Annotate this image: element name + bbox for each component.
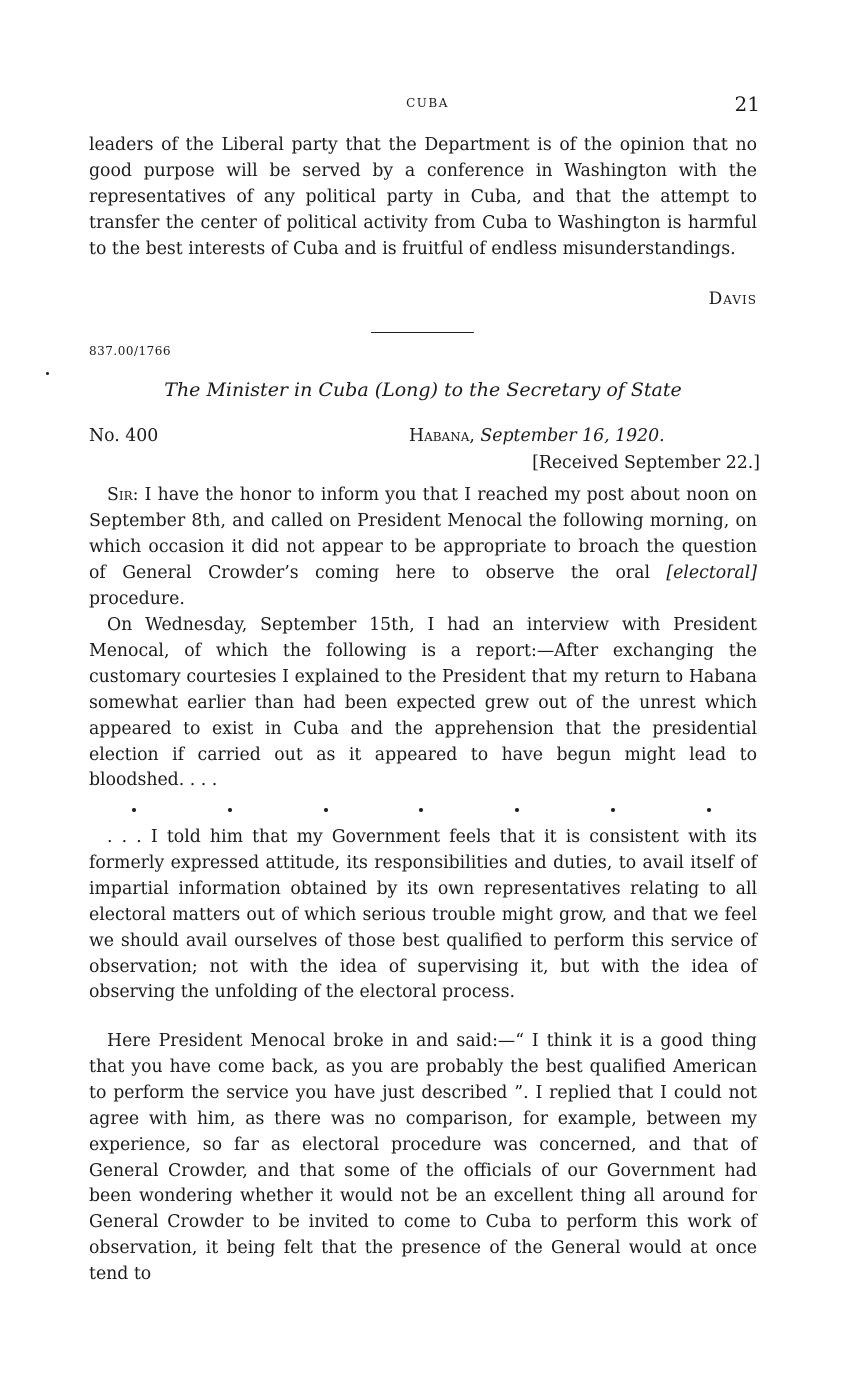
dateline-date: September 16, 1920. <box>480 426 665 446</box>
page-number: 21 <box>734 92 760 116</box>
dateline <box>409 426 665 446</box>
document-heading: The Minister in Cuba (Long) to the Secretary of State <box>164 379 682 401</box>
stray-mark <box>46 372 49 375</box>
received-note: [Received September 22.] <box>532 453 760 473</box>
ellipsis-dot <box>611 808 615 812</box>
file-number: 837.00/1766 <box>89 344 172 358</box>
document-number: No. 400 <box>89 426 159 446</box>
salutation: Sir: <box>107 485 139 505</box>
ellipsis-dot <box>324 808 328 812</box>
ellipsis-dot <box>707 808 711 812</box>
section-divider <box>371 332 474 333</box>
paragraph-2: On Wednesday, September 15th, I had an interview with President Menocal, of which the following is a report:—After exchanging the customary courtesies I explained to the President that my return to Habana somewhat earlier than had been expected grew out of the unrest which appeared to exist in Cuba and the apprehension that the presidential election if carried out as it appeared to have begun might lead to bloodshed. . . . <box>89 615 757 791</box>
running-title: CUBA <box>406 96 449 110</box>
paragraph-1-editorial: [electoral] <box>666 562 758 583</box>
ellipsis-dot <box>132 808 136 812</box>
paragraph-3: . . . I told him that my Government feels that it is consistent with its formerly expressed attitude, its responsibilities and duties, to avail itself of impartial information obtained by its own representatives relating to all electoral matters out of which serious trouble might grow, and that we feel we should avail ourselves of those best qualified to perform this service of observation; not with the idea of supervising it, but with the idea of observing the unfolding of the electoral process. <box>89 827 757 1003</box>
running-header <box>0 92 855 122</box>
paragraph-1 <box>89 483 757 613</box>
signature: Davis <box>708 289 757 309</box>
continuation-paragraph: leaders of the Liberal party that the Department is of the opinion that no good purpose will be served by a conference in Washington with the representatives of any political party in Cuba, and that the attempt to transfer the center of political activity from Cuba to Washington is harmful to the best interests of Cuba and is fruitful of endless misunderstandings. <box>89 135 757 259</box>
paragraph-1-text: I have the honor to inform you that I reached my post about noon on September 8th, and called on President Menocal the following morning, on which occasion it did not appear to be appropriate to broach the question of General Crowder’s coming here to observe the oral <box>89 485 757 583</box>
ellipsis-dot <box>515 808 519 812</box>
paragraph-4: Here President Menocal broke in and said:—“ I think it is a good thing that you have come back, as you are probably the best qualified American to perform the service you have just described ”. I replied that I could not agree with him, as there was no comparison, for example, between my experience, so far as electoral procedure was concerned, and that of General Crowder, and that some of the officials of our Government had been wondering whether it would not be an excellent thing all around for General Crowder to be invited to come to Cuba to perform this work of observation, it being felt that the presence of the General would at once tend to <box>89 1031 757 1285</box>
paragraph-1-end: procedure. <box>89 588 185 609</box>
dateline-place: Habana, <box>409 426 475 446</box>
ellipsis-dot <box>228 808 232 812</box>
ellipsis-row <box>0 808 855 820</box>
ellipsis-dot <box>419 808 423 812</box>
